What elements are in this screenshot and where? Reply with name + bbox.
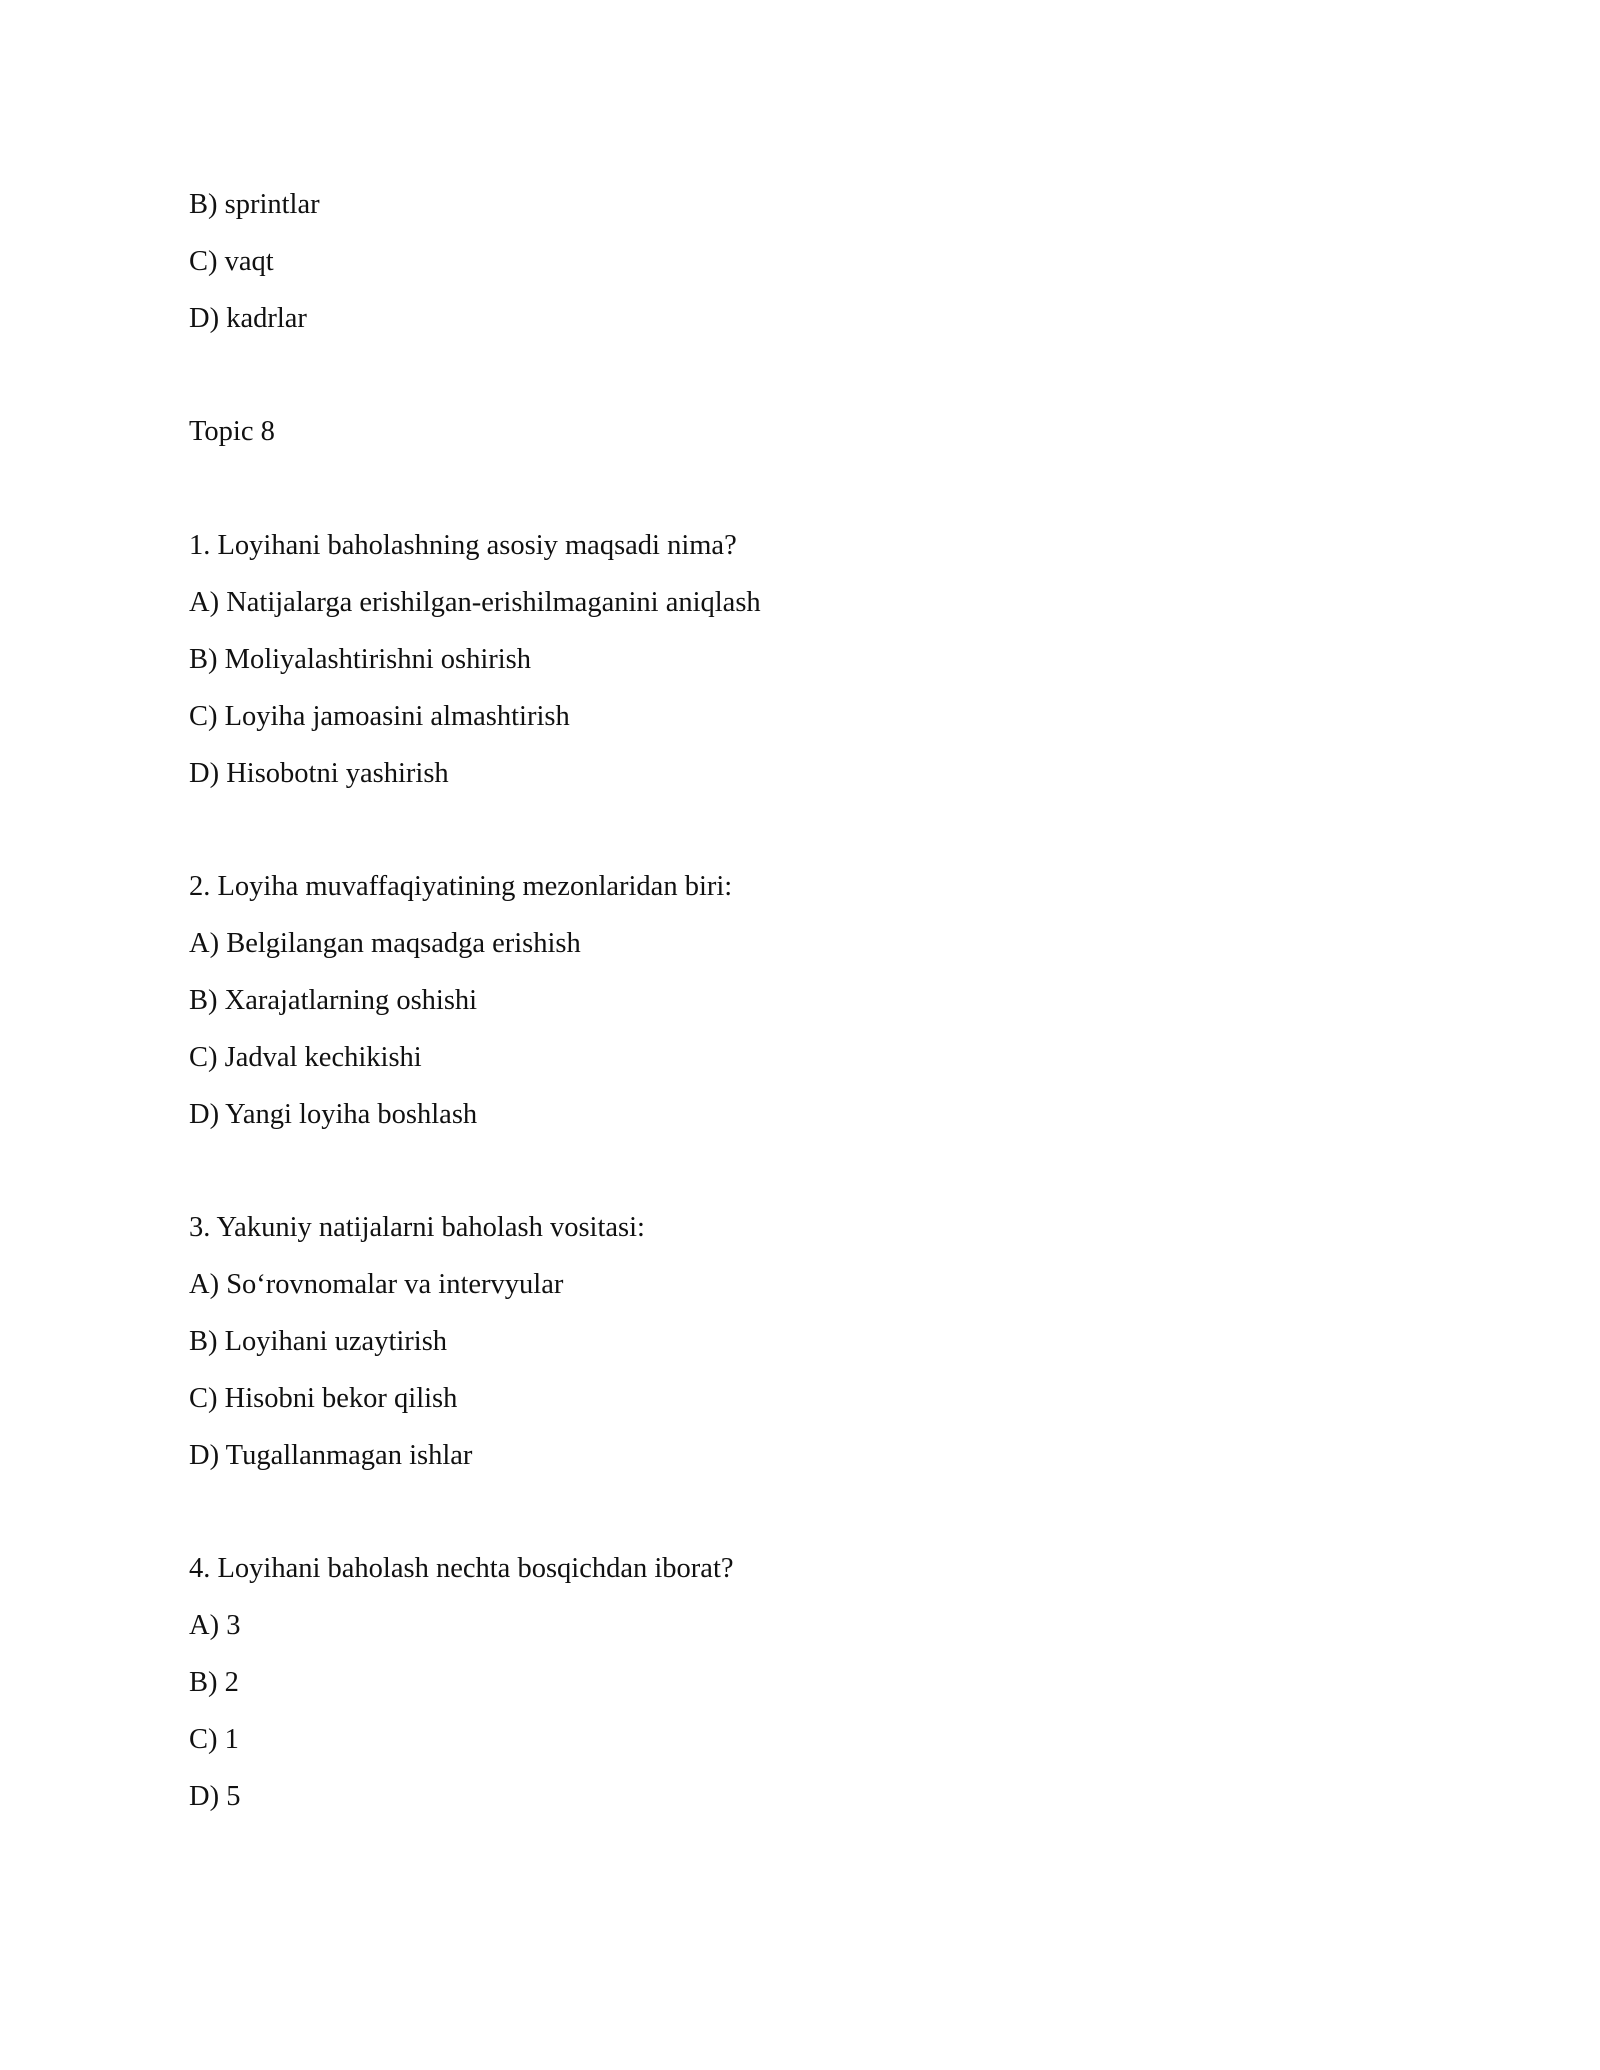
question-1-option-a: A) Natijalarga erishilgan-erishilmaganini aniqlash [189,587,761,618]
question-2-option-b: B) Xarajatlarning oshishi [189,985,478,1016]
question-1-text: 1. Loyihani baholashning asosiy maqsadi nima? [189,530,737,561]
question-2-option-d: D) Yangi loyiha boshlash [189,1099,478,1130]
question-4-option-d: D) 5 [189,1781,241,1812]
question-2-option-c: C) Jadval kechikishi [189,1042,422,1073]
question-4-option-a: A) 3 [189,1610,241,1641]
question-4-option-b: B) 2 [189,1667,239,1698]
prev-option-b: B) sprintlar [189,189,320,220]
question-4-option-c: C) 1 [189,1724,239,1755]
question-2-text: 2. Loyiha muvaffaqiyatining mezonlaridan biri: [189,871,733,902]
question-3-option-a: A) So‘rovnomalar va intervyular [189,1269,564,1300]
question-1-option-b: B) Moliyalashtirishni oshirish [189,644,531,675]
question-3-option-d: D) Tugallanmagan ishlar [189,1440,473,1471]
question-4-text: 4. Loyihani baholash nechta bosqichdan iborat? [189,1553,734,1584]
question-3-text: 3. Yakuniy natijalarni baholash vositasi: [189,1212,645,1243]
question-1-option-c: C) Loyiha jamoasini almashtirish [189,701,570,732]
topic-heading: Topic 8 [189,416,275,447]
prev-option-c: C) vaqt [189,246,274,277]
prev-option-d: D) kadrlar [189,303,307,334]
question-3-option-c: C) Hisobni bekor qilish [189,1383,458,1414]
question-3-option-b: B) Loyihani uzaytirish [189,1326,448,1357]
question-2-option-a: A) Belgilangan maqsadga erishish [189,928,581,959]
question-1-option-d: D) Hisobotni yashirish [189,758,449,789]
